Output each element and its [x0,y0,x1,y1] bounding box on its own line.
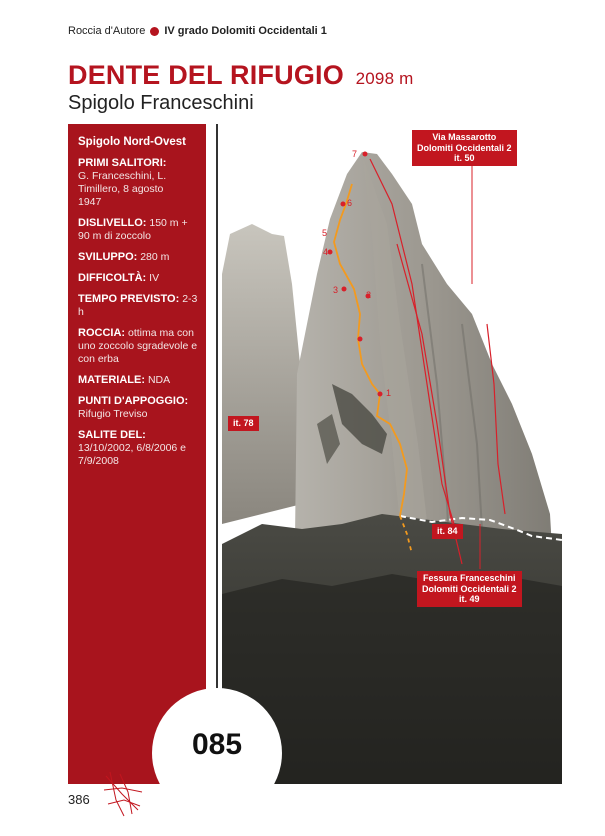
height-value: 150 m + 90 m di zoccolo [78,217,188,242]
svg-text:3: 3 [333,285,339,295]
page-number: 386 [68,792,90,807]
gear-value: NDA [147,374,171,386]
route-info-panel [68,124,206,784]
info-support [78,395,198,421]
topo-photo [222,124,562,784]
info-gear [78,374,198,387]
face-orientation: Spigolo Nord-Ovest [78,136,186,148]
svg-text:1: 1 [386,388,392,398]
length-value: 280 m [140,251,170,263]
tag-fessura [417,571,522,607]
time-label: TEMPO PREVISTO: [78,293,180,305]
info-time [78,293,198,319]
grade-value: IV [149,272,160,284]
tag-massarotto [412,130,517,166]
rock-label: ROCCIA: [78,327,126,339]
first-ascent-value: G. Franceschini, L. Timillero, 8 agosto 1947 [78,170,167,208]
left-tower [222,224,302,524]
tag-fessura-book: Dolomiti Occidentali 2 [422,583,517,594]
length-label: SVILUPPO: [78,251,138,263]
info-height [78,217,198,243]
svg-text:4: 4 [323,247,329,257]
tag-massarotto-book: Dolomiti Occidentali 2 [417,142,512,153]
info-climbs [78,429,198,468]
bullet-dot-icon [150,27,159,36]
svg-text:2: 2 [366,290,372,300]
svg-text:7: 7 [352,149,358,159]
tag-massarotto-number: it. 50 [454,153,475,163]
height-label: DISLIVELLO: [78,217,147,229]
climbs-label: SALITE DEL: [78,429,146,441]
peak-name: DENTE DEL RIFUGIO [68,60,344,90]
tag-fessura-number: it. 49 [459,594,480,604]
publisher-mark-icon [102,770,144,818]
support-value: Rifugio Treviso [78,408,148,420]
running-header [68,25,327,37]
tag-it84: it. 84 [432,524,463,539]
section-name: IV grado Dolomiti Occidentali 1 [164,25,327,37]
climbs-value: 13/10/2002, 6/8/2006 e 7/9/2008 [78,442,187,467]
route-number: 085 [191,728,243,761]
support-label: PUNTI D'APPOGGIO: [78,395,189,407]
page-title [68,60,414,91]
route-name: Spigolo Franceschini [68,92,254,114]
tag-fessura-name: Fessura Franceschini [422,573,516,583]
tag-it78: it. 78 [228,416,259,431]
info-length [78,251,198,264]
time-value: 2-3 h [78,293,198,318]
peak-altitude: 2098 m [355,69,414,88]
info-first-ascent [78,157,198,209]
info-grade [78,272,198,285]
svg-text:5: 5 [322,228,328,238]
svg-text:6: 6 [347,198,353,208]
series-name: Roccia d'Autore [68,25,146,37]
grade-label: DIFFICOLTÀ: [78,272,147,284]
info-rock [78,327,198,366]
column-divider [216,124,218,784]
gear-label: MATERIALE: [78,374,146,386]
first-ascent-label: PRIMI SALITORI: [78,157,167,169]
rock-face-illustration [222,124,562,784]
tag-massarotto-name: Via Massarotto [432,132,497,142]
rock-value: ottima ma con uno zoccolo sgradevole e con erba [78,327,198,365]
